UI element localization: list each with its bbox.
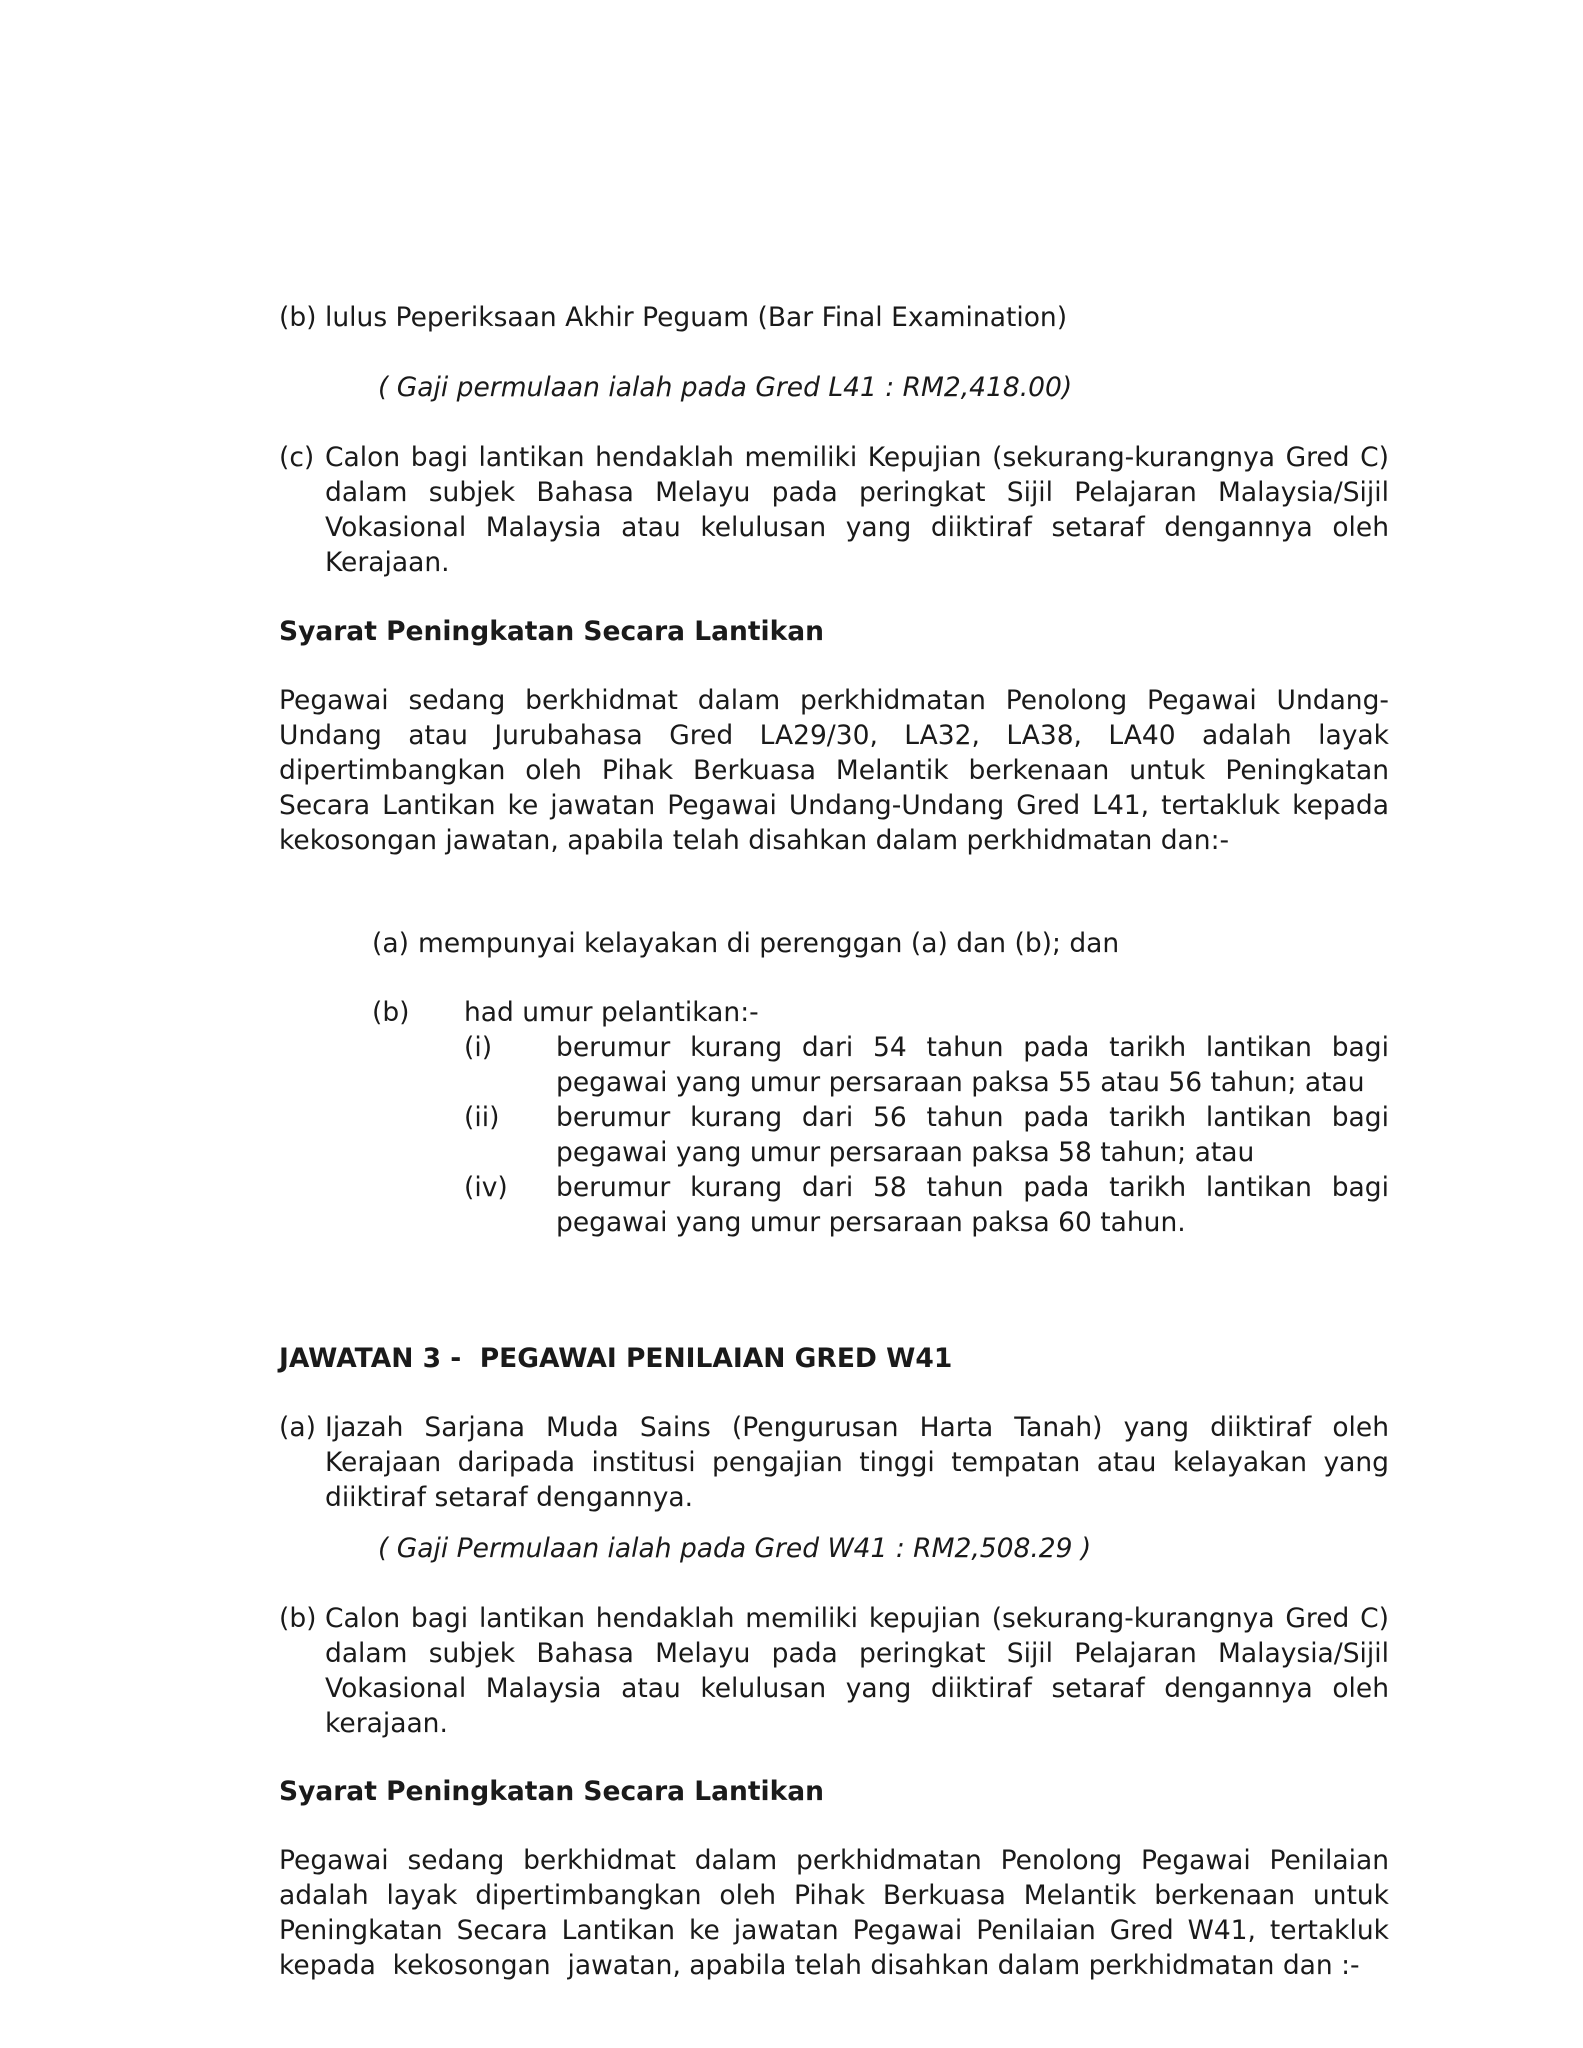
- item-label: (a): [279, 1412, 316, 1443]
- item-label: (ii): [464, 1102, 500, 1133]
- item-a-ijazah: [279, 1410, 1389, 1515]
- item-text: Calon bagi lantikan hendaklah memiliki Kepujian (sekurang-kurangnya Gred C) dalam subjek Bahasa Melayu pada peringkat Sijil Pelajaran Malaysia/Sijil Vokasional Malaysia atau kelulusan yang diiktiraf setaraf dengannya oleh Kerajaan.: [325, 442, 1389, 578]
- item-label: (c): [279, 442, 315, 473]
- item-text: lulus Peperiksaan Akhir Peguam (Bar Final Examination): [325, 302, 1068, 333]
- section-heading-peningkatan: Syarat Peningkatan Secara Lantikan: [279, 616, 824, 647]
- item-label: (i): [464, 1032, 493, 1063]
- section-heading-peningkatan-2: Syarat Peningkatan Secara Lantikan: [279, 1776, 824, 1807]
- list-item: [464, 1030, 1389, 1100]
- item-text: berumur kurang dari 54 tahun pada tarikh lantikan bagi pegawai yang umur persaraan paksa 55 atau 56 tahun; atau: [556, 1032, 1389, 1098]
- item-text: Ijazah Sarjana Muda Sains (Pengurusan Harta Tanah) yang diiktiraf oleh Kerajaan daripada institusi pengajian tinggi tempatan atau kelayakan yang diiktiraf setaraf dengannya.: [325, 1412, 1389, 1513]
- item-b-bahasa-melayu: [279, 1601, 1389, 1741]
- paragraph-peningkatan-penilaian: Pegawai sedang berkhidmat dalam perkhidmatan Penolong Pegawai Penilaian adalah layak dipertimbangkan oleh Pihak Berkuasa Melantik berkenaan untuk Peningkatan Secara Lantikan ke jawatan Pegawai Penilaian Gred W41, tertakluk kepada kekosongan jawatan, apabila telah disahkan dalam perkhidmatan dan :-: [279, 1845, 1398, 1981]
- salary-note-l41: ( Gaji permulaan ialah pada Gred L41 : RM2,418.00): [378, 372, 1073, 403]
- item-text: mempunyai kelayakan di perenggan (a) dan (b); dan: [418, 928, 1120, 959]
- item-text: had umur pelantikan:-: [464, 997, 759, 1028]
- section-heading-jawatan-3: JAWATAN 3 - PEGAWAI PENILAIAN GRED W41: [279, 1343, 953, 1374]
- item-label: (b): [372, 997, 410, 1028]
- item-text: berumur kurang dari 58 tahun pada tarikh lantikan bagi pegawai yang umur persaraan paksa 60 tahun.: [556, 1172, 1389, 1238]
- list-item: [464, 1170, 1389, 1240]
- item-text: berumur kurang dari 56 tahun pada tarikh lantikan bagi pegawai yang umur persaraan paksa 58 tahun; atau: [556, 1102, 1389, 1168]
- sub-item-b: [372, 995, 1389, 1030]
- item-text: Calon bagi lantikan hendaklah memiliki kepujian (sekurang-kurangnya Gred C) dalam subjek Bahasa Melayu pada peringkat Sijil Pelajaran Malaysia/Sijil Vokasional Malaysia atau kelulusan yang diiktiraf setaraf dengannya oleh kerajaan.: [325, 1603, 1389, 1739]
- item-label: (b): [279, 1603, 317, 1634]
- item-label: (b): [279, 302, 317, 333]
- paragraph-peningkatan-undang: Pegawai sedang berkhidmat dalam perkhidmatan Penolong Pegawai Undang-Undang atau Jurubahasa Gred LA29/30, LA32, LA38, LA40 adalah layak dipertimbangkan oleh Pihak Berkuasa Melantik berkenaan untuk Peningkatan Secara Lantikan ke jawatan Pegawai Undang-Undang Gred L41, tertakluk kepada kekosongan jawatan, apabila telah disahkan dalam perkhidmatan dan:-: [279, 685, 1389, 856]
- sub-item-a: [372, 926, 1389, 961]
- item-c-bahasa-melayu: [279, 440, 1389, 580]
- list-item: [464, 1100, 1389, 1170]
- age-limit-list: [464, 1030, 1389, 1240]
- item-b-bar-exam: [279, 300, 1389, 335]
- item-label: (a): [372, 928, 409, 959]
- salary-note-w41: ( Gaji Permulaan ialah pada Gred W41 : RM2,508.29 ): [378, 1533, 1092, 1564]
- item-label: (iv): [464, 1172, 508, 1203]
